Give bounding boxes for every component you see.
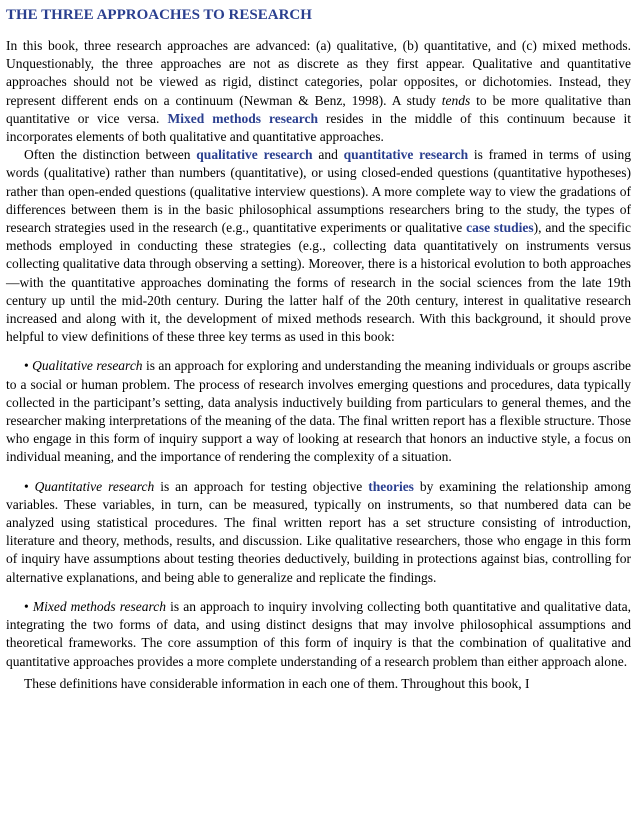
theories-link[interactable]: theories	[368, 478, 414, 494]
definition-mixed-methods: • Mixed methods research is an approach to inquiry involving collecting both quantitative and qualitative data, integrating the two forms of data, and using distinct designs that may involve philosophical assumptions and theoretical frameworks. The core assumption of this form of inquiry is that the combination of qualitative and quantitative approaches provides a more complete understanding of a research problem than either approach alone.	[6, 598, 631, 669]
bullet-marker: •	[24, 478, 35, 494]
emphasis-tends: tends	[441, 92, 471, 108]
intro-paragraph: In this book, three research approaches are advanced: (a) qualitative, (b) quantitative, and (c) mixed methods. Unquestionably, the three approaches are not as discrete as they first appear. Qualitative and quantitative approaches should not be viewed as rigid, distinct categories, polar opposites, or dichotomies. Instead, they represent different ends on a continuum (Newman & Benz, 1998). A study tends to be more qualitative than quantitative or vice versa. Mixed methods research resides in the middle of this continuum because it incorporates elements of both qualitative and quantitative approaches.	[6, 38, 631, 145]
case-studies-link[interactable]: case studies	[466, 220, 534, 236]
term-mixed-methods-research: Mixed methods research	[32, 598, 167, 614]
quantitative-research-link[interactable]: quantitative research	[343, 147, 469, 163]
closing-paragraph: These definitions have considerable information in each one of them. Throughout this book, I	[24, 675, 530, 691]
term-quantitative-research: Quantitative research	[34, 478, 155, 494]
mixed-methods-research-link[interactable]: Mixed methods research	[167, 110, 318, 126]
definition-quantitative: • Quantitative research is an approach for testing objective theories by examining the relationship among variables. These variables, in turn, can be measured, typically on instruments, so that numbered data can be analyzed using statistical procedures. The final written report has a set structure consisting of introduction, literature and theory, methods, results, and discussion. Like qualitative researchers, those who engage in this form of inquiry have assumptions about testing theories deductively, building in protections against bias, controlling for alternative explanations, and being able to generalize and replicate the findings.	[6, 478, 631, 585]
bullet-marker: •	[24, 358, 33, 374]
qualitative-research-link[interactable]: qualitative research	[196, 147, 313, 163]
section-heading: THE THREE APPROACHES TO RESEARCH	[6, 7, 312, 23]
term-qualitative-research: Qualitative research	[32, 358, 143, 374]
bullet-marker: •	[24, 598, 33, 614]
definition-qualitative: • Qualitative research is an approach for exploring and understanding the meaning individuals or groups ascribe to a social or human problem. The process of research involves emerging questions and procedures, data typically collected in the participant’s setting, data analysis inductively building from particulars to general themes, and the researcher making interpretations of the meaning of the data. The final written report has a flexible structure. Those who engage in this form of inquiry support a way of looking at research that honors an inductive style, a focus on individual meaning, and the importance of rendering the complexity of a situation.	[6, 358, 631, 465]
distinction-paragraph: Often the distinction between qualitative research and quantitative research is framed in terms of using words (qualitative) rather than numbers (quantitative), or using closed-ended questions (quantitative hypotheses) rather than open-ended questions (qualitative interview questions). A more complete way to view the gradations of differences between them is in the basic philosophical assumptions researchers bring to the study, the types of research strategies used in the research (e.g., quantitative experiments or qualitative case studies), and the specific methods employed in conducting these strategies (e.g., collecting data quantitatively on instruments versus collecting qualitative data through observing a setting). Moreover, there is a historical evolution to both approaches—with the quantitative approaches dominating the forms of research in the social sciences from the late 19th century up until the mid-20th century. During the latter half of the 20th century, interest in qualitative research increased and along with it, the development of mixed methods research. With this background, it should prove helpful to view definitions of these three key terms as used in this book:	[6, 147, 631, 345]
